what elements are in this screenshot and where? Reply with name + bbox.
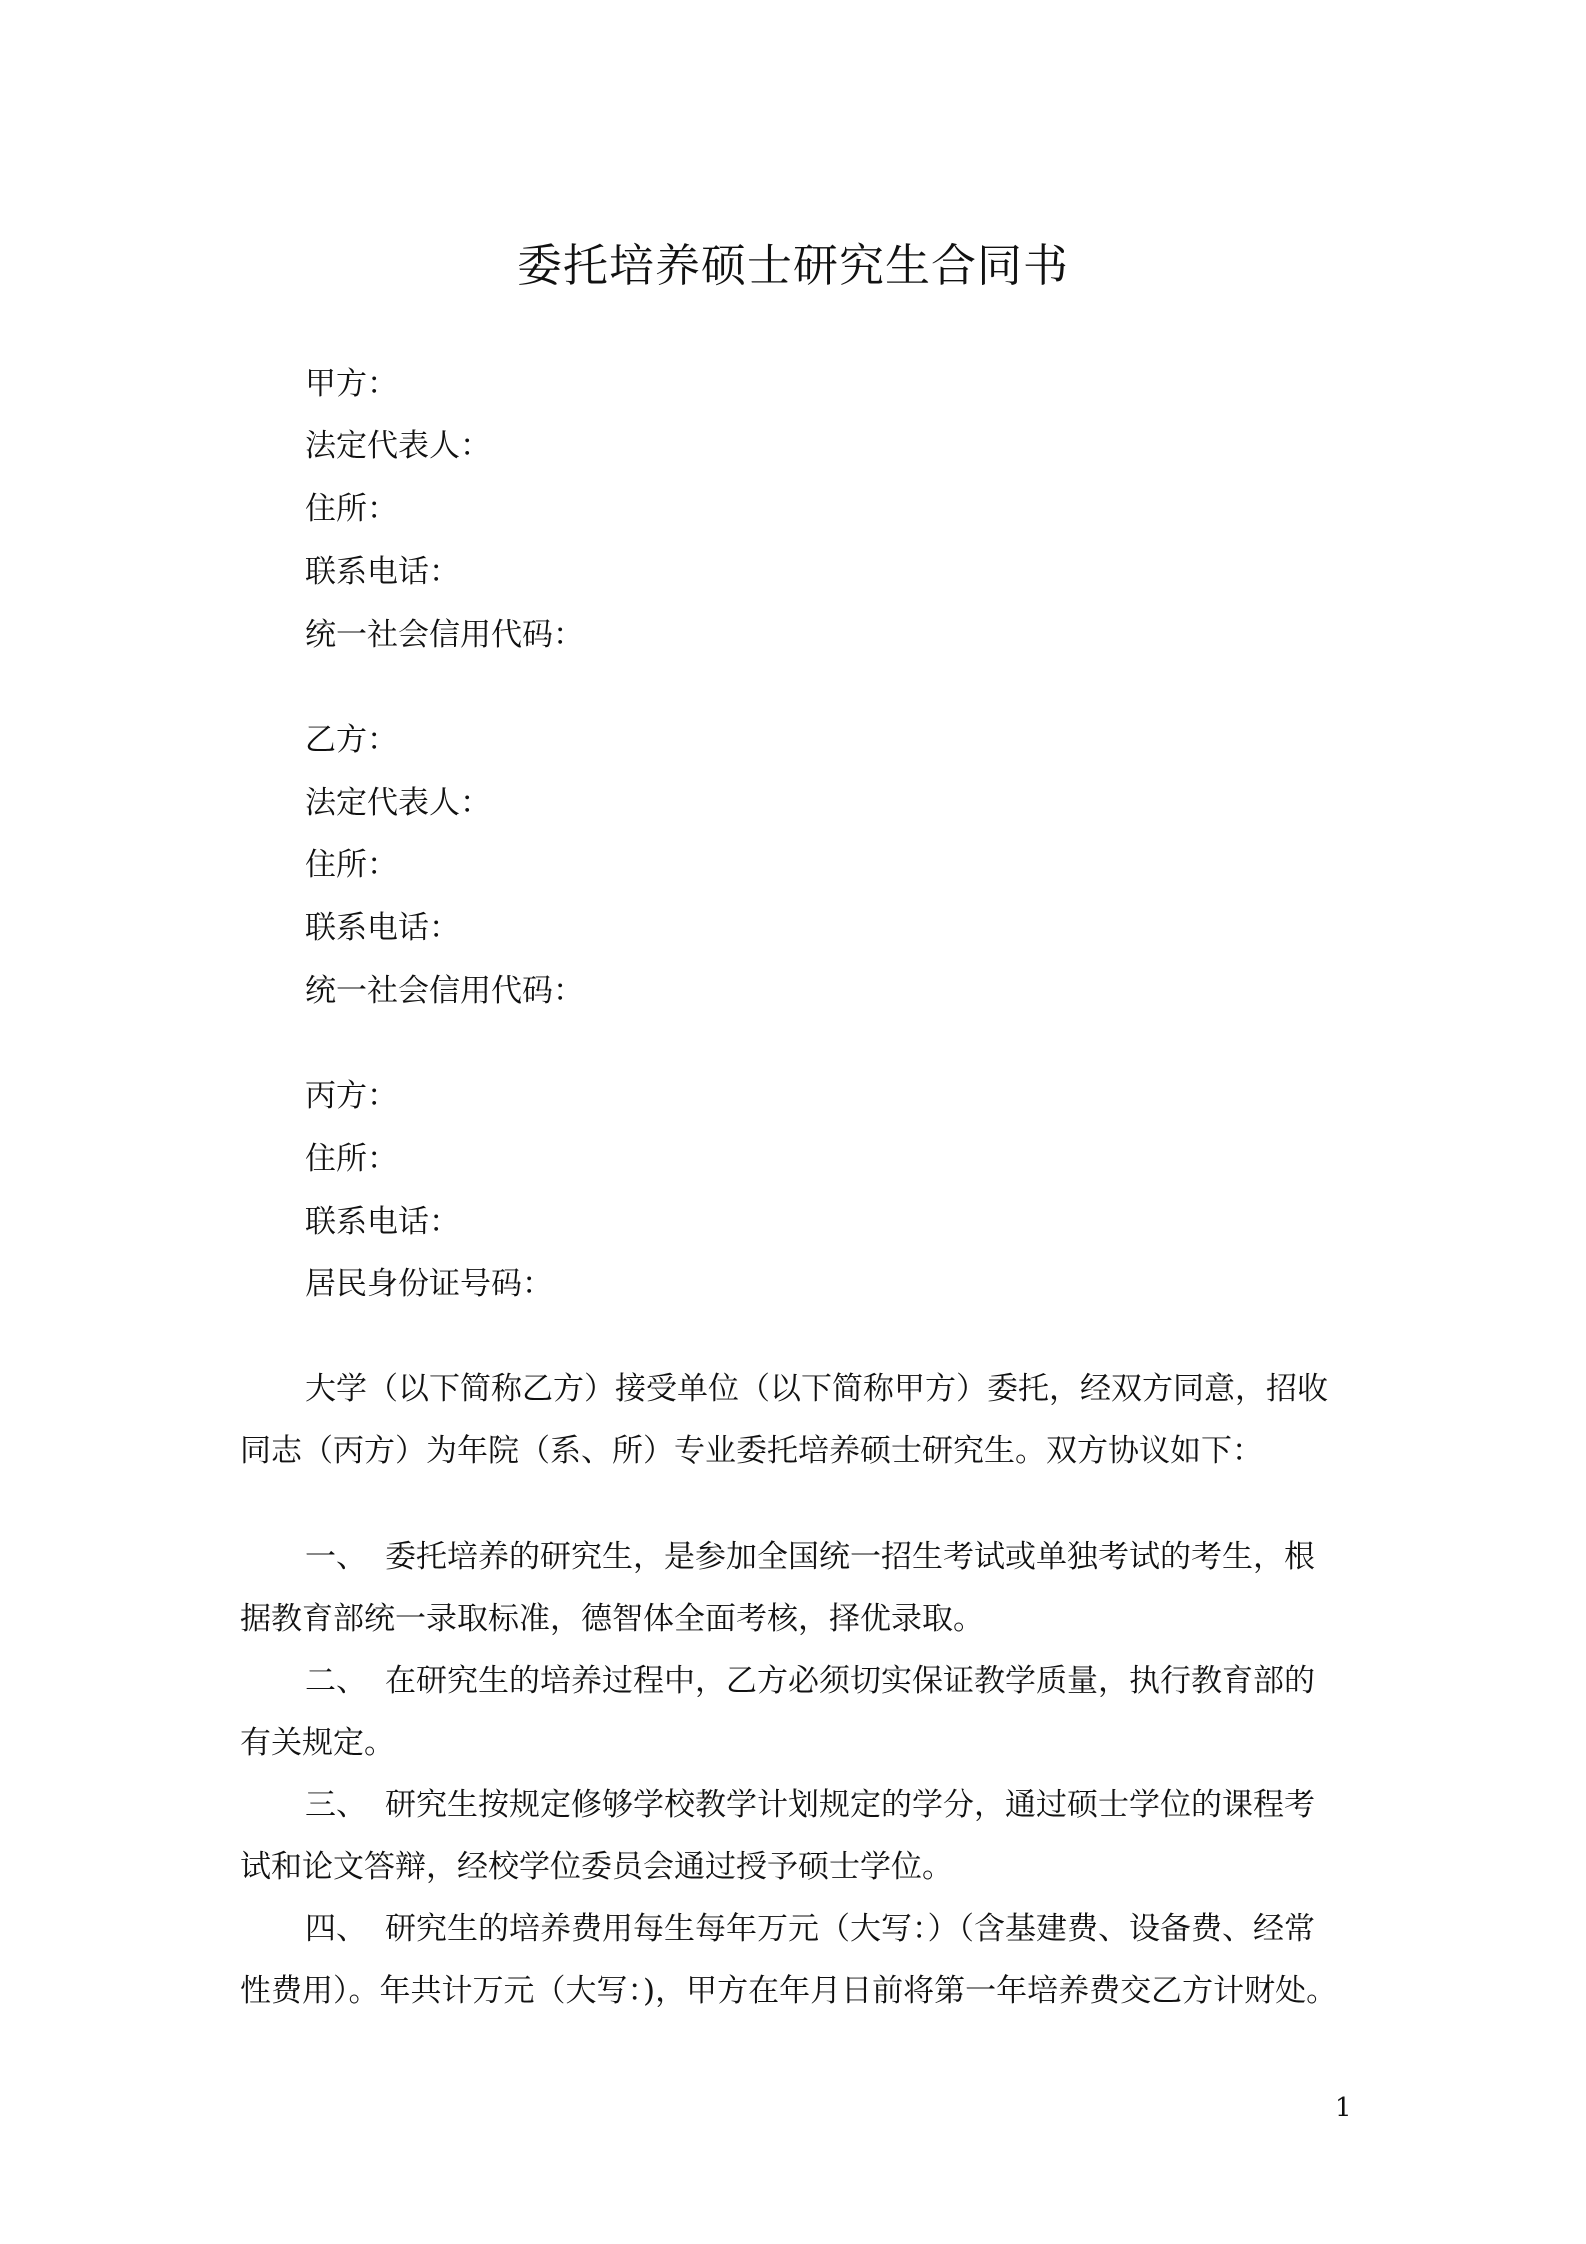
clause-text-line-1: 委托培养的研究生，是参加全国统一招生考试或单独考试的考生，根: [385, 1539, 1315, 1575]
party-c-phone-label: 联系电话：: [305, 1204, 460, 1240]
party-c-id-label: 居民身份证号码：: [305, 1266, 553, 1302]
party-b-address-label: 住所：: [305, 847, 398, 883]
page-number: 1: [1335, 2093, 1352, 2123]
clause-text-line-2: 试和论文答辩，经校学位委员会通过授予硕士学位。: [240, 1849, 953, 1885]
clause-number: 三、: [305, 1787, 367, 1823]
contract-title: 委托培养硕士研究生合同书: [516, 239, 1069, 292]
clause-number: 二、: [305, 1663, 367, 1699]
clause-text-line-1: 在研究生的培养过程中，乙方必须切实保证教学质量，执行教育部的: [385, 1663, 1315, 1699]
party-b-phone-label: 联系电话：: [305, 910, 460, 946]
party-a-name-label: 甲方：: [305, 366, 398, 402]
clause-2: [240, 1650, 1360, 1774]
party-a-legal-rep-label: 法定代表人：: [305, 428, 491, 464]
party-a-phone-label: 联系电话：: [305, 554, 460, 590]
intro-line-2: 同志（丙方）为年院（系、所）专业委托培养硕士研究生。双方协议如下：: [240, 1433, 1263, 1469]
clause-text-line-2: 有关规定。: [240, 1725, 395, 1761]
party-a-credit-code-label: 统一社会信用代码：: [305, 617, 584, 653]
party-a-address-label: 住所：: [305, 491, 398, 527]
clause-text-line-2: 性费用）。年共计万元（大写：)，甲方在年月日前将第一年培养费交乙方计财处。: [240, 1973, 1338, 2009]
party-b-legal-rep-label: 法定代表人：: [305, 785, 491, 821]
party-b-credit-code-label: 统一社会信用代码：: [305, 973, 584, 1009]
clause-1: [240, 1526, 1360, 1650]
clause-number: 一、: [305, 1539, 367, 1575]
clause-text-line-2: 据教育部统一录取标准，德智体全面考核，择优录取。: [240, 1601, 984, 1637]
clause-text-line-1: 研究生的培养费用每生每年万元（大写：）（含基建费、设备费、经常: [385, 1911, 1315, 1947]
intro-line-1: 大学（以下简称乙方）接受单位（以下简称甲方）委托，经双方同意，招收: [305, 1371, 1328, 1407]
party-c-name-label: 丙方：: [305, 1078, 398, 1114]
clause-3: [240, 1774, 1360, 1898]
party-c-address-label: 住所：: [305, 1141, 398, 1177]
clause-number: 四、: [305, 1911, 367, 1947]
clause-4: [240, 1898, 1360, 2022]
clause-text-line-1: 研究生按规定修够学校教学计划规定的学分，通过硕士学位的课程考: [385, 1787, 1315, 1823]
intro-paragraph: [240, 1358, 1360, 1482]
party-b-name-label: 乙方：: [305, 722, 398, 758]
